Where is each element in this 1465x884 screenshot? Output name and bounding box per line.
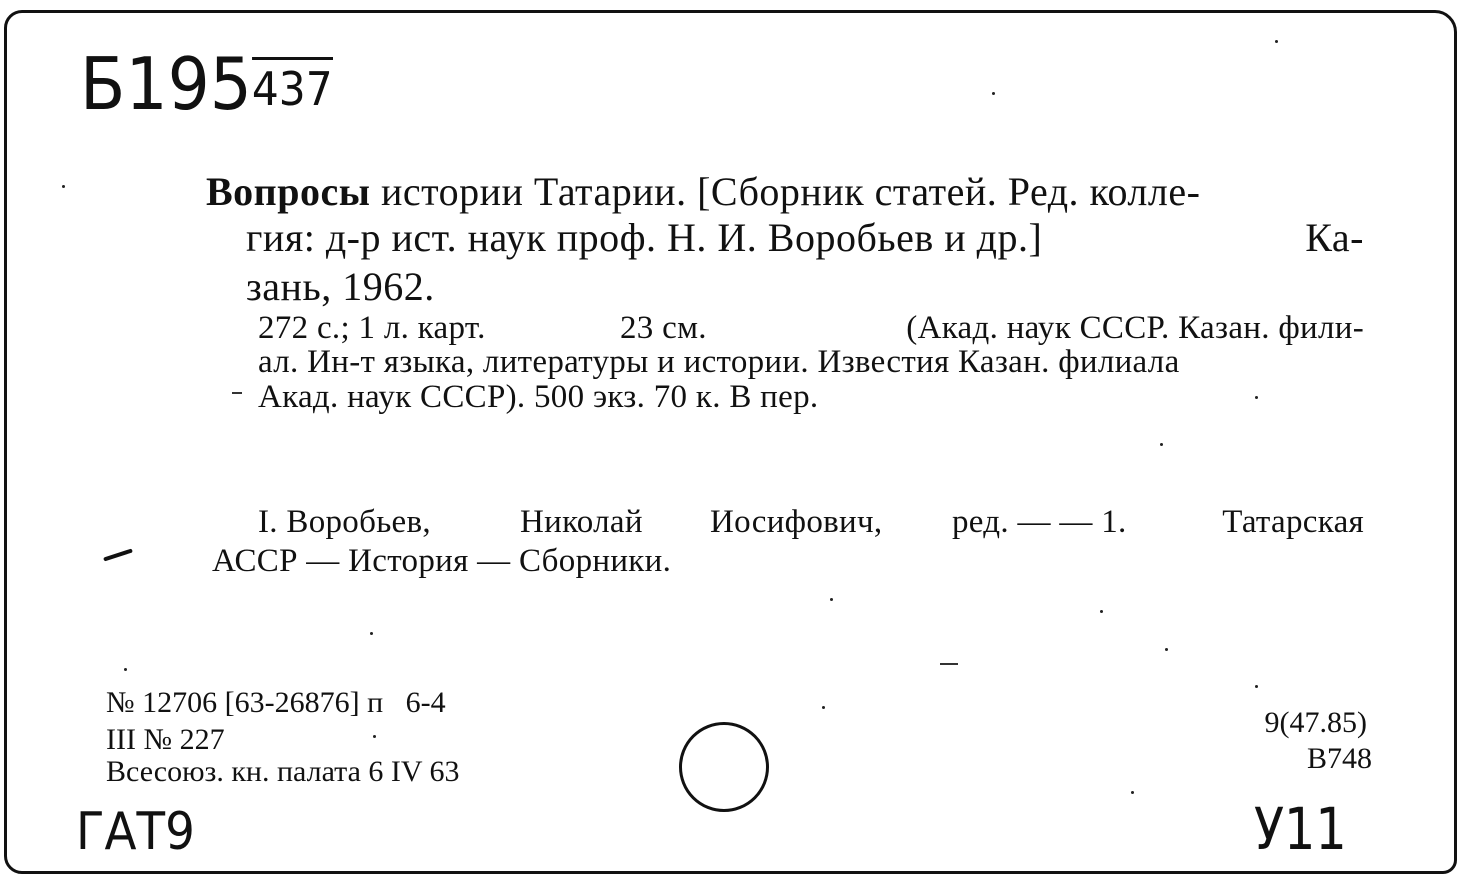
entry-title-line-1 — [206, 169, 1201, 214]
shelf-mark-main: Б195 — [80, 42, 252, 126]
series-number: III № 227 — [106, 723, 225, 756]
stamp-circle — [679, 722, 769, 812]
scan-speck — [1100, 610, 1103, 613]
scan-speck — [373, 735, 376, 738]
scan-speck — [62, 185, 65, 188]
description-series-start: (Акад. наук СССР. Казан. фили- — [906, 310, 1364, 346]
scan-speck — [1131, 791, 1134, 794]
description-size: 23 см. — [620, 310, 707, 346]
entry-title-line-3: зань, 1962. — [246, 264, 435, 309]
scan-speck — [830, 598, 833, 601]
scan-speck — [1160, 443, 1163, 446]
scan-streak — [232, 392, 242, 394]
scan-speck — [992, 92, 995, 95]
shelf-mark-superscript: 437 — [252, 57, 333, 116]
entry-title-lead: Вопросы — [206, 169, 371, 214]
author-mark: В748 — [1306, 742, 1372, 775]
handwritten-shelf-mark — [80, 42, 333, 126]
entry-line2-left: гия: д-р ист. наук проф. Н. И. Воробьев и др.] — [246, 215, 1043, 260]
handwritten-bottom-left: ГАТ9 — [76, 802, 195, 862]
record-number: № 12706 [63-26876] п 6-4 — [106, 686, 446, 719]
entry-line2-right: Ка- — [1305, 215, 1364, 260]
entry-title-line-2 — [246, 215, 1364, 260]
description-line-3: Акад. наук СССР). 500 экз. 70 к. В пер. — [258, 379, 819, 415]
scan-speck — [1275, 40, 1278, 43]
tracings-line-2: АССР — История — Сборники. — [212, 543, 672, 579]
entry-title-rest: истории Татарии. [Сборник статей. Ред. колле- — [370, 169, 1201, 214]
tracing-part-4: ред. — — 1. — [952, 504, 1127, 540]
description-line-1 — [258, 312, 1364, 345]
tracing-part-1: I. Воробьев, — [258, 504, 431, 540]
scan-speck — [822, 706, 825, 709]
tracing-part-3: Иосифович, — [710, 504, 883, 540]
scan-speck — [1165, 648, 1168, 651]
scan-speck — [370, 632, 373, 635]
description-pages: 272 с.; 1 л. карт. — [258, 310, 486, 346]
tracing-part-2: Николай — [520, 504, 643, 540]
book-chamber: Всесоюз. кн. палата 6 IV 63 — [106, 755, 460, 788]
scan-speck — [124, 668, 127, 671]
handwritten-bottom-right: У11 — [1254, 795, 1347, 863]
scan-speck — [1255, 396, 1258, 399]
scan-streak — [940, 663, 958, 665]
description-line-2: ал. Ин-т языка, литературы и истории. Известия Казан. филиала — [258, 344, 1180, 380]
tracing-part-5: Татарская — [1222, 504, 1364, 540]
classification-number: 9(47.85) — [1264, 706, 1367, 739]
scan-speck — [1255, 685, 1258, 688]
